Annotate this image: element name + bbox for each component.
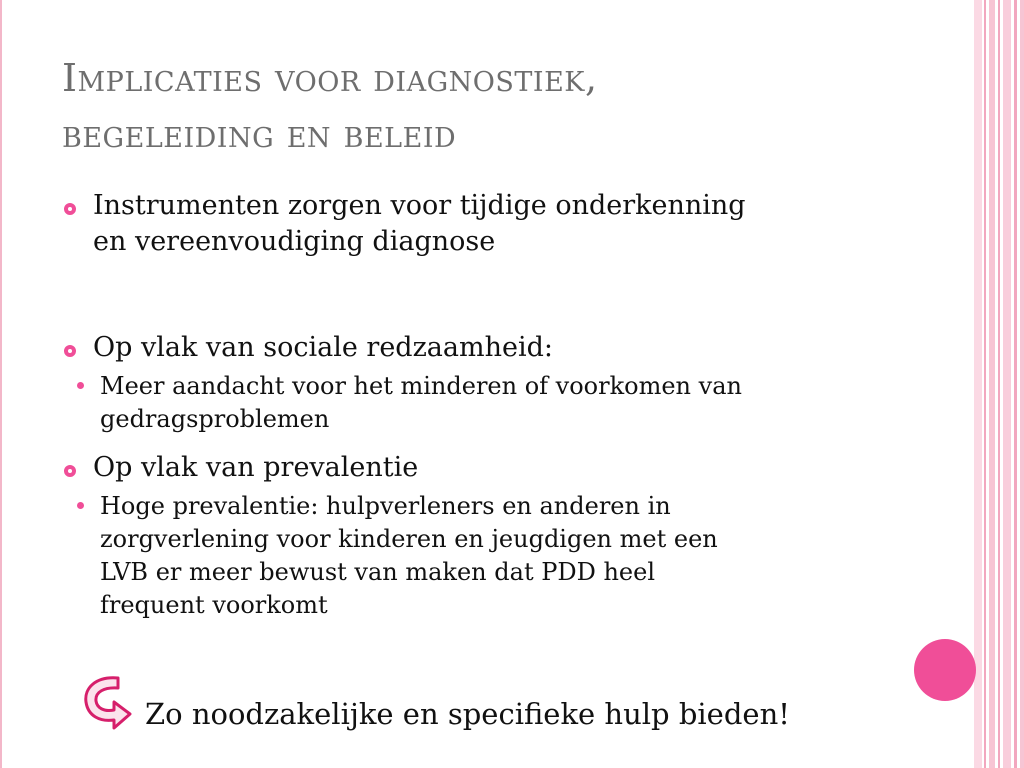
stripe	[989, 0, 995, 768]
curved-arrow-icon	[78, 672, 134, 732]
stripe	[998, 0, 1000, 768]
sub-bullet-text-line: Meer aandacht voor het minderen of voorkomen van	[100, 372, 742, 400]
stripe	[974, 0, 982, 768]
decorative-circle	[914, 639, 976, 701]
conclusion-text: Zo noodzakelijke en specifieke hulp bieden!	[145, 697, 790, 731]
sub-bullet-text-line: Hoge prevalentie: hulpverleners en anderen in	[100, 492, 671, 520]
bullet-list	[60, 188, 920, 622]
bullet-item	[60, 450, 920, 486]
bullet-text: Op vlak van prevalentie	[93, 452, 419, 483]
ring-bullet-icon	[64, 345, 76, 357]
sub-bullet-item	[27, 370, 920, 436]
ring-bullet-icon	[64, 465, 76, 477]
bullet-text-line: en vereenvoudiging diagnose	[93, 226, 496, 257]
dot-bullet-icon	[77, 382, 84, 389]
decorative-stripes	[974, 0, 1024, 768]
left-border-line	[0, 0, 2, 768]
bullet-text: Op vlak van sociale redzaamheid:	[93, 332, 553, 363]
bullet-item	[60, 188, 920, 260]
stripe	[1003, 0, 1011, 768]
stripe	[984, 0, 986, 768]
stripe	[1020, 0, 1024, 768]
spacer	[60, 436, 920, 450]
dot-bullet-icon	[77, 502, 84, 509]
bullet-text-line: Instrumenten zorgen voor tijdige onderkenning	[93, 190, 746, 221]
title-line-1: Implicaties voor diagnostiek,	[62, 56, 598, 100]
stripe	[1014, 0, 1017, 768]
ring-bullet-icon	[64, 203, 76, 215]
sub-bullet-text-line: frequent voorkomt	[100, 591, 328, 619]
sub-bullet-item	[27, 490, 920, 622]
sub-bullet-text-line: LVB er meer bewust van maken dat PDD heel	[100, 558, 656, 586]
spacer	[60, 260, 920, 330]
bullet-item	[60, 330, 920, 366]
sub-bullet-text-line: gedragsproblemen	[100, 405, 330, 433]
slide-title	[62, 50, 922, 162]
sub-bullet-text-line: zorgverlening voor kinderen en jeugdigen met een	[100, 525, 718, 553]
title-line-2: begeleiding en beleid	[62, 112, 457, 156]
